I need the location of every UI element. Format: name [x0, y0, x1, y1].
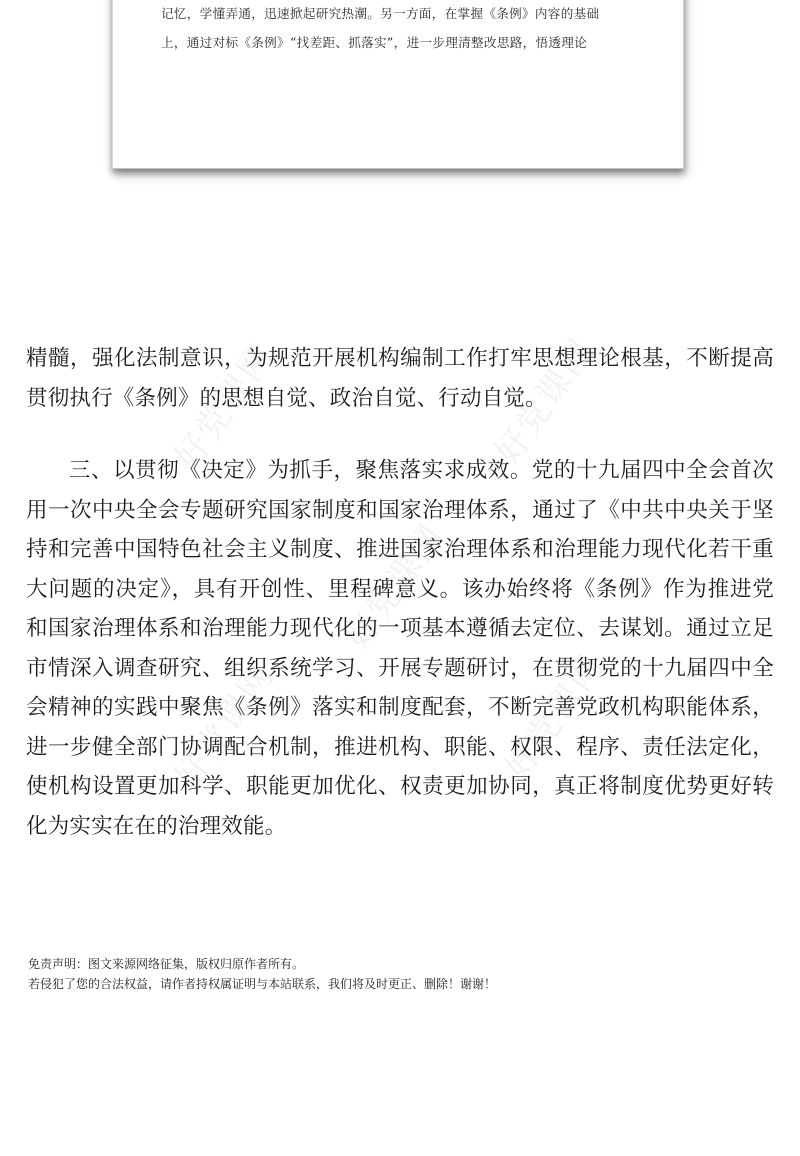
watermark: 好党课网: [167, 656, 283, 797]
watermark: 好党课网: [487, 331, 603, 472]
watermark: 好党课网: [497, 646, 613, 787]
disclaimer-line-2: 若侵犯了您的合法权益，请作者持权属证明与本站联系，我们将及时更正、删除！谢谢！: [28, 977, 497, 991]
disclaimer-line-1: 免责声明：图文来源网络征集，版权归原作者所有。: [28, 957, 305, 971]
page-preview-line-1: 记忆，学懂弄通，迅速掀起研究热潮。另一方面，在掌握《条例》内容的基础: [161, 6, 600, 21]
page-preview-line-2: 上，通过对标《条例》“找差距、抓落实”，进一步理清整改思路，悟透理论: [161, 35, 588, 50]
watermark: 好党课网: [167, 336, 283, 477]
article-paragraph-1: [26, 339, 774, 418]
article-paragraph-2: [26, 451, 774, 846]
document-page-preview: [112, 0, 684, 169]
paragraph-text: 精髓，强化法制意识，为规范开展机构编制工作打牢思想理论根基，不断提高贯彻执行《条例》的思想自觉、政治自觉、行动自觉。: [26, 346, 774, 411]
paragraph-text: 三、以贯彻《决定》为抓手，聚焦落实求成效。党的十九届四中全会首次用一次中央全会专题研究国家制度和国家治理体系，通过了《中共中央关于坚持和完善中国特色社会主义制度、推进国家治理体系和治理能力现代化若干重大问题的决定》，具有开创性、里程碑意义。该办始终将《条例》作为推进党和国家治理体系和治理能力现代化的一项基本遵循去定位、去谋划。通过立足市情深入调查研究、组织系统学习、开展专题研讨，在贯彻党的十九届四中全会精神的实践中聚焦《条例》落实和制度配套，不断完善党政机构职能体系，进一步健全部门协调配合机制，推进机构、职能、权限、程序、责任法定化，使机构设置更加科学、职能更加优化、权责更加协同，真正将制度优势更好转化为实实在在的治理效能。: [26, 458, 774, 839]
disclaimer: [28, 954, 496, 994]
watermark: 好党课网: [337, 516, 453, 657]
